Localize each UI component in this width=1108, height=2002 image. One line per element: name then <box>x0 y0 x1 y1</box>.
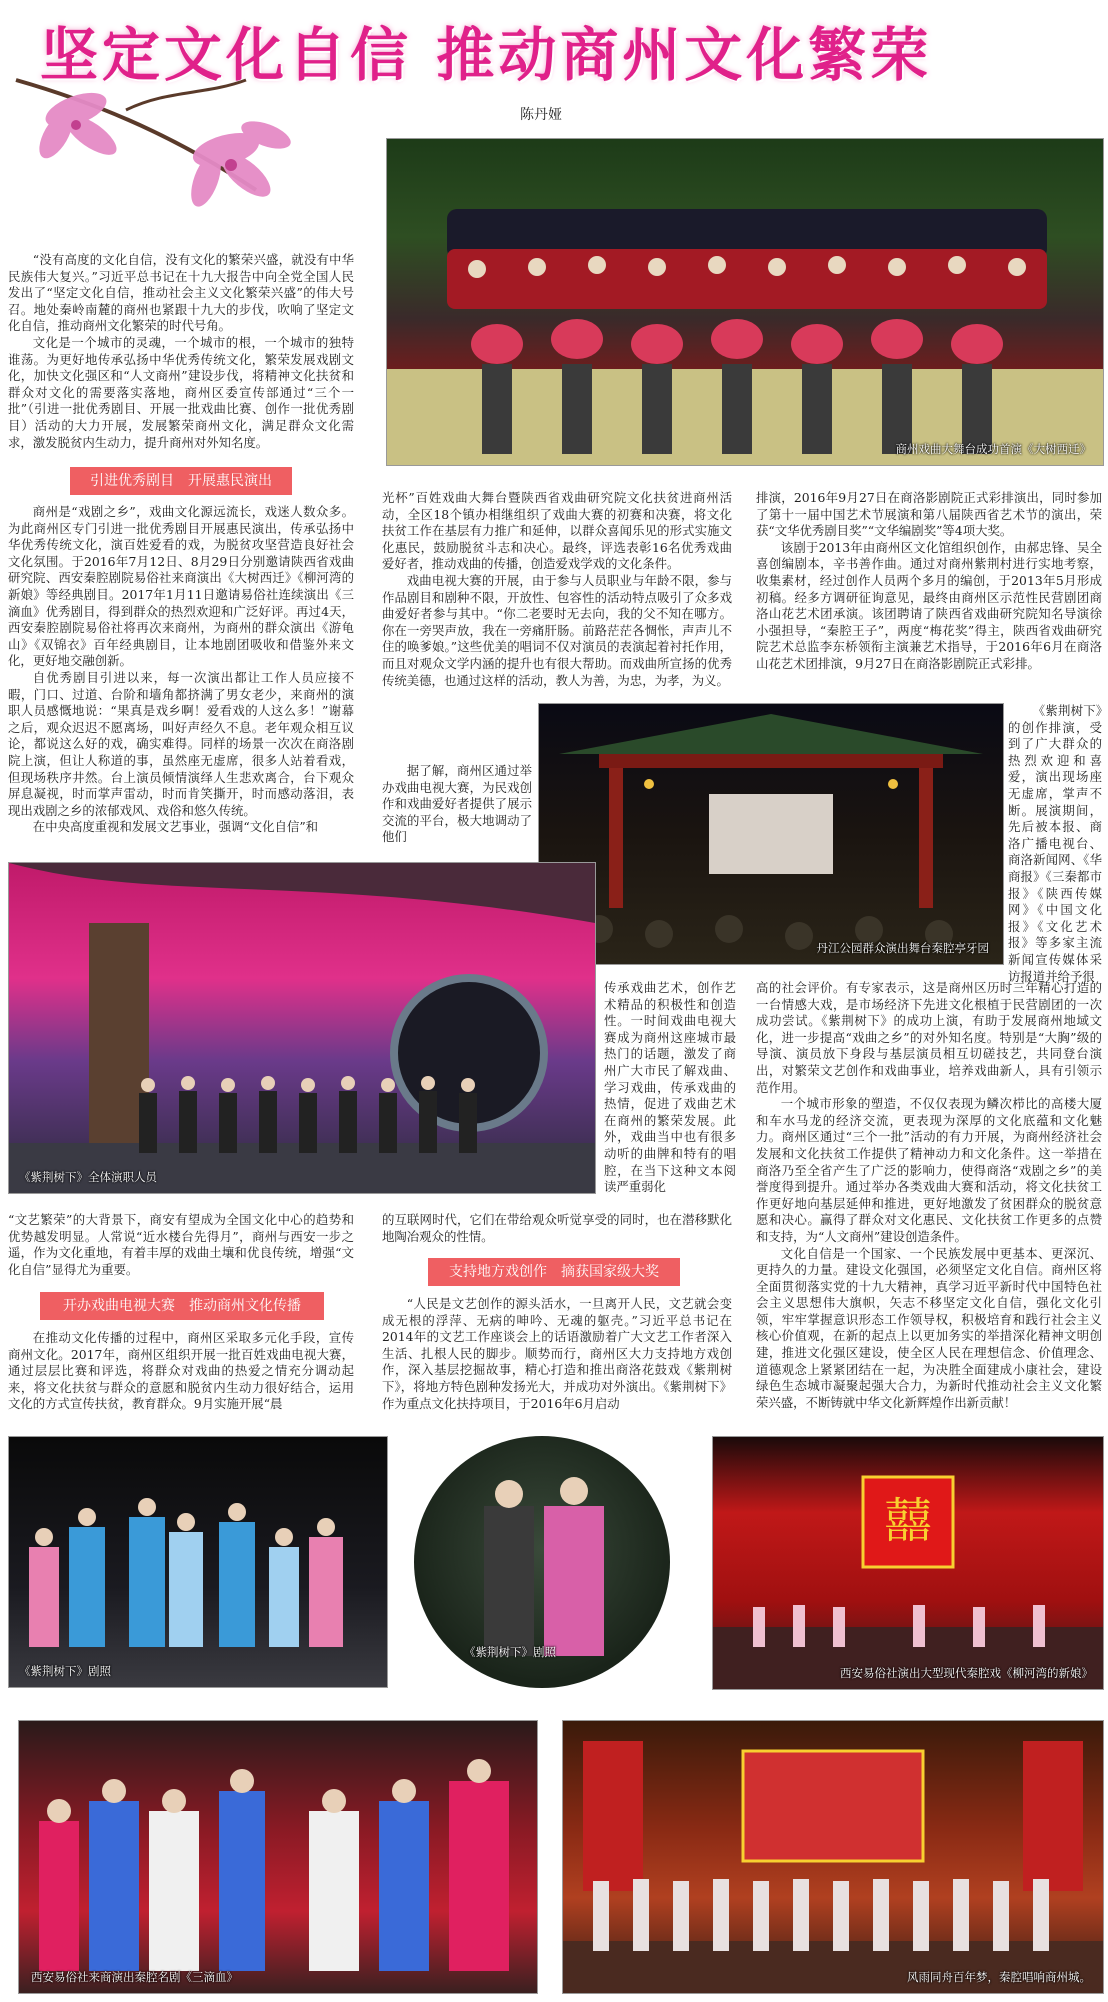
paragraph: 在推动文化传播的过程中，商州区采取多元化手段，宣传商州文化。2017年，商州区组织开展一批百姓戏曲电视大赛，通过层层比赛和评选，将群众对戏曲的热爱之情充分调动起来，将文化扶贫与群众的意愿和脱贫内生动力很好结合，运用文化的方式宣传扶贫，教育群众。9月实施开展“晨 <box>8 1330 354 1412</box>
article-column-4 <box>604 980 736 1196</box>
paragraph: 光杯”百姓戏曲大舞台暨陕西省戏曲研究院文化扶贫进商州活动，全区18个镇办相继组织了戏曲大赛的初赛和决赛，将文化扶贫工作在基层有力推广和延伸，以群众喜闻乐见的形式实施文化惠民，鼓励脱贫斗志和决心。最终，评选表彰16名优秀戏曲爱好者，推动戏曲的传播，创造爱戏学戏的文化条件。 <box>382 490 732 572</box>
photo-stage-scene-1 <box>8 1436 388 1688</box>
article-column-1 <box>8 252 354 451</box>
photo-caption: 《紫荆树下》剧照 <box>464 1645 556 1659</box>
paragraph: 一个城市形象的塑造，不仅仅表现为鳞次栉比的高楼大厦和车水马龙的经济交流，更表现为深厚的文化底蕴和文化魅力。商州区通过“三个一批”活动的有力开展，为商州经济社会发展和文化扶贫工作提供了精神动力和文化条件。这一举措在商洛乃至全省产生了广泛的影响力，使得商洛“戏剧之乡”的美誉度得到提升。通过举办各类戏曲大赛和活动，将文化扶贫工作更好地向基层延伸和推进，更好地激发了贫困群众的脱贫意愿和决心。赢得了群众对文化惠民、文化扶贫工作更多的点赞和支持，为“人文商州”建设创造条件。 <box>756 1096 1102 1244</box>
paragraph: 排演，2016年9月27日在商洛影剧院正式彩排演出，同时参加了第十一届中国艺术节展演和第八届陕西省艺术节的演出，荣获“文华优秀剧目奖”“文华编剧奖”等4项大奖。 <box>756 490 1102 539</box>
paragraph: 文化自信是一个国家、一个民族发展中更基本、更深沉、更持久的力量。建设文化强国，必须坚定文化自信。商州区将全面贯彻落实党的十九大精神，真学习近平新时代中国特色社会主义思想伟大旗帜，矢志不移坚定文化自信，强化文化引领，牢牢掌握意识形态工作领导权，积极培育和践行社会主义核心价值观，在新的起点上以更加务实的举措深化精神文明创建，推进文化强区建设，使全区人民在理想信念、价值理念、道德观念上紧紧团结在一起，为决胜全面建成小康社会，建设绿色生态城市凝聚起强大合力，为新时代推动社会主义文化繁荣兴盛，不断铸就中华文化新辉煌作出新贡献！ <box>756 1245 1102 1410</box>
photo-stage-scene-2 <box>414 1436 670 1688</box>
paragraph: 自优秀剧目引进以来，每一次演出都让工作人员应接不暇，门口、过道、台阶和墙角都挤满了男女老少，来商州的演职人员感慨地说：“果真是戏乡啊！爱看戏的人这么多！”谢幕之后，观众迟迟不愿离场，叫好声经久不息。老年观众相互议论，都说这么好的戏，确实难得。同样的场景一次次在商洛剧院上演，但让人称道的事，虽然座无虚席，很多人站着看戏，但现场秩序井然。台上演员倾情演绎人生悲欢离合，台下观众屏息凝视，时而掌声雷动，时而肯笑撕开，时而感动落泪，表现出戏剧之乡的浓郁戏风、戏俗和悠久传统。 <box>8 669 354 818</box>
photo-stage-premiere <box>386 138 1104 466</box>
photo-centennial-curtain-call <box>562 1720 1104 1994</box>
paragraph: 戏曲电视大赛的开展，由于参与人员职业与年龄不限，参与作品剧目和剧种不限，开放性、包容性的活动特点吸引了众多戏曲爱好者参与其中。“你二老要时无去向，我的父不知在哪方。你在一旁哭声放，我在一旁痛肝肠。前路茫茫各惆怅，声声儿不住的唤爹娘。”这些优美的唱词不仅对演员的表演起着衬托作用，而且对观众文学内涵的提升也有很大帮助。而戏曲所宣扬的优秀传统美德，也通过这样的活动，教人为善，为忠，为孝，为义。 <box>382 572 732 688</box>
article-column-3c <box>756 980 1102 1411</box>
paragraph: 文化是一个城市的灵魂，一个城市的根，一个城市的独特谁荡。为更好地传承弘扬中华优秀传统文化，繁荣发展戏剧文化，加快文化强区和“人文商州”建设步伐，将精神文化扶贫和群众对文化的需要落实落地，商州区委宣传部通过“三个一批”（引进一批优秀剧目、开展一批戏曲比赛、创作一批优秀剧目）活动的大力开展，发展繁荣商州文化，满足群众文化需求，激发脱贫内生动力，提升商州对外知名度。 <box>8 334 354 450</box>
paragraph: 据了解，商州区通过举办戏曲电视大赛，为民戏创作和戏曲爱好者提供了展示交流的平台，极大地调动了他们 <box>382 763 532 845</box>
article-column-3b <box>1008 703 1102 985</box>
article-column-2 <box>382 490 732 689</box>
paragraph: 该剧于2013年由商州区文化馆组织创作，由郝忠锋、吴全喜创编剧本，辛书善作曲。通过对商州紫荆村进行实地考察，收集素材，经过创作人员两个多月的编创，于2013年5月形成初稿。经多方调研征询意见，最终由商州区示范性民营剧团商洛山花艺术团承演。该团聘请了陕西省戏曲研究院知名导演徐小强担导，“秦腔王子”，两度“梅花奖”得主，陕西省戏曲研究院艺术总监李东桥领衔主演兼艺术指导，于2016年6月在商洛山花艺术团排演，9月27日在商洛影剧院正式彩排。 <box>756 539 1102 671</box>
svg-text:囍: 囍 <box>883 1493 933 1549</box>
article-column-1-cont <box>8 504 354 836</box>
article-column-3 <box>756 490 1102 673</box>
photo-cast-group <box>8 862 596 1194</box>
article-column-1-final <box>8 1330 354 1413</box>
paragraph: “文艺繁荣”的大背景下，商安有望成为全国文化中心的趋势和优势越发明显。人常说“近水楼台先得月”，商州与西安一步之遥，作为文化重地，有着丰厚的戏曲土壤和优良传统，增强“文化自信”显得尤为重要。 <box>8 1212 354 1277</box>
paragraph: “人民是文艺创作的源头活水，一旦离开人民，文艺就会变成无根的浮萍、无病的呻吟、无魂的躯壳。”习近平总书记在2014年的文艺工作座谈会上的话语激励着广大文艺工作者深入生活、扎根人民的脚步。顺势而行，商州区大力支持地方戏创作，深入基层挖掘故事，精心打造和推出商洛花鼓戏《紫荆树下》，将地方特色剧种发扬光大，并成功对外演出。《紫荆树下》作为重点文化扶持项目，于2016年6月启动 <box>382 1296 732 1411</box>
article-column-2-final <box>382 1296 732 1412</box>
photo-yisushe-performance <box>712 1436 1104 1690</box>
paragraph: “没有高度的文化自信，没有文化的繁荣兴盛，就没有中华民族伟大复兴。”习近平总书记在十九大报告中向全党全国人民发出了“坚定文化自信，推动社会主义文化繁荣兴盛”的伟大号召。地处秦岭南麓的商州也紧跟十九大的步伐，吹响了坚定文化自信，推动商州文化繁荣的时代号角。 <box>8 252 354 334</box>
subheading-3: 支持地方戏创作 摘获国家级大奖 <box>428 1258 680 1286</box>
paragraph: 商州是“戏剧之乡”，戏曲文化源远流长，戏迷人数众多。为此商州区专门引进一批优秀剧目开展惠民演出，传承弘扬中华优秀传统文化，演百姓爱看的戏，为脱贫攻坚营造良好社会文化氛围。于2016年7月12日、8月29日分别邀请陕西省戏曲研究院、西安秦腔剧院易俗社来商演出《大树西迁》《柳河湾的新娘》等经典剧目。2017年1月11日邀请易俗社连续演出《三滴血》优秀剧目，得到群众的热烈欢迎和广泛好评。再过4天，西安秦腔剧院易俗社将再次来商州，为商州的群众演出《游龟山》《双锦衣》百年经典剧目，让本地剧团吸收和借鉴外来文化，更好地交融创新。 <box>8 504 354 669</box>
photo-caption: 丹江公园群众演出舞台秦腔亭牙园 <box>816 941 989 955</box>
paragraph: 的互联网时代，它们在带给观众听觉享受的同时，也在潜移默化地陶冶观众的性情。 <box>382 1212 732 1244</box>
photo-sandixue <box>18 1720 538 1994</box>
article-column-1-bottom <box>8 1212 354 1278</box>
photo-park-stage <box>538 703 1004 965</box>
paragraph: 《紫荆树下》的创作排演，受到了广大群众的热烈欢迎和喜爱，演出现场座无虚席，掌声不断。展演期间，先后被本报、商洛广播电视台、商洛新闻网、《华商报》《三秦都市报》《陕西传媒网》《中国文化报》《文化艺术报》等多家主流新闻宣传媒体采访报道并给予很 <box>1008 703 1102 984</box>
photo-caption: 西安易俗社演出大型现代秦腔戏《柳河湾的新娘》 <box>840 1666 1093 1680</box>
photo-caption: 西安易俗社来商演出秦腔名剧《三滴血》 <box>31 1970 238 1984</box>
subheading-2: 开办戏曲电视大赛 推动商州文化传播 <box>40 1292 324 1320</box>
paragraph: 高的社会评价。有专家表示，这是商州区历时三年精心打造的一台情感大戏，是市场经济下先进文化根植于民营剧团的一次成功尝试。《紫荆树下》的成功上演，有助于发展商州地域文化，进一步提高“戏曲之乡”的对外知名度。特别是“大胸”级的导演、演员放下身段与基层演员相互切磋技艺，共同登台演出，对繁荣文艺创作和戏曲事业，培养戏曲新人，具有引领示范作用。 <box>756 980 1102 1095</box>
page-title: 坚定文化自信 推动商州文化繁荣 <box>40 21 933 89</box>
photo-caption: 《紫荆树下》剧照 <box>19 1664 111 1678</box>
author: 陈丹娅 <box>520 107 562 123</box>
photo-caption: 商州戏曲大舞台成功首演《大树西迁》 <box>895 442 1091 456</box>
paragraph: 在中央高度重视和发展文艺事业，强调“文化自信”和 <box>32 819 319 835</box>
paragraph: 传承戏曲艺术，创作艺术精品的积极性和创造性。一时间戏曲电视大赛成为商州这座城市最热门的话题，激发了商州广大市民了解戏曲、学习戏曲，传承戏曲的热情，促进了戏曲艺术在商州的繁荣发展。此外，戏曲当中也有很多动听的曲牌和特有的唱腔，在当下这种文本阅读严重弱化 <box>604 980 736 1195</box>
bauhinia-flower-decoration <box>6 40 366 210</box>
subheading-1: 引进优秀剧目 开展惠民演出 <box>70 467 292 495</box>
article-column-2-bottom <box>382 1212 732 1245</box>
photo-caption: 风雨同舟百年梦，秦腔唱响商州城。 <box>907 1970 1091 1984</box>
photo-caption: 《紫荆树下》全体演职人员 <box>19 1170 157 1184</box>
article-column-2b <box>382 763 532 846</box>
